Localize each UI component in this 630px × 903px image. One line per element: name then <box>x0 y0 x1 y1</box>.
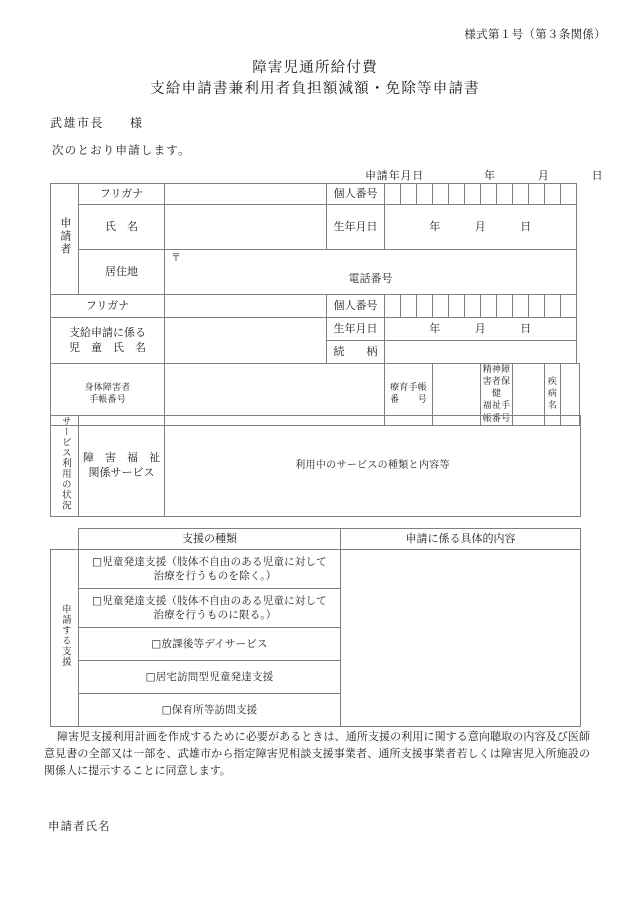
child-furigana-value[interactable] <box>165 295 327 318</box>
child-birthdate-year: 年 <box>429 321 441 335</box>
child-name-label-line1: 支給申請に係る <box>69 325 146 339</box>
support-type-header: 支援の種類 <box>79 529 341 550</box>
applicant-my-number-cell-5[interactable] <box>449 184 465 205</box>
rehab-certificate-line1: 療育手帳 <box>390 383 427 394</box>
applicant-my-number-cell-1[interactable] <box>385 184 401 205</box>
applicant-my-number-cell-6[interactable] <box>465 184 481 205</box>
applicant-my-number-cell-7[interactable] <box>481 184 497 205</box>
applicant-name-row <box>51 205 580 250</box>
applicant-my-number-cell-2[interactable] <box>401 184 417 205</box>
child-name-row <box>51 318 580 341</box>
addressee-honorific: 様 <box>130 116 144 130</box>
application-date-day: 日 <box>591 169 604 182</box>
support-item-row-1 <box>51 550 581 589</box>
applicant-birthdate-value[interactable] <box>385 205 577 250</box>
support-vertical-label-cell <box>51 550 79 727</box>
applicant-table <box>50 183 580 426</box>
applicant-my-number-cell-4[interactable] <box>433 184 449 205</box>
support-vertical-label: 申請する支援 <box>59 604 71 668</box>
support-item-1-line1: 児童発達支援（肢体不自由のある児童に対して <box>102 555 327 568</box>
physical-certificate-line2: 手帳番号 <box>89 395 126 406</box>
service-status-vertical-label: サービス利用の状況 <box>59 416 71 511</box>
child-my-number-cell-5[interactable] <box>449 295 465 318</box>
support-item-1-line2: 治療を行うものを除く。） <box>153 570 277 582</box>
child-my-number-cell-2[interactable] <box>401 295 417 318</box>
addressee <box>50 114 144 131</box>
child-birthdate-month: 月 <box>474 321 487 335</box>
applicant-vertical-label: 申請者 <box>58 217 72 257</box>
child-my-number-cell-7[interactable] <box>481 295 497 318</box>
support-table <box>50 528 581 727</box>
child-my-number-cell-9[interactable] <box>513 295 529 318</box>
child-name-label-line2: 児 童 氏 名 <box>69 340 146 354</box>
applicant-my-number-cell-3[interactable] <box>417 184 433 205</box>
service-category-line2: 関係サービス <box>88 466 155 479</box>
lead-text: 次のとおり申請します。 <box>52 143 191 157</box>
support-checkbox-item-1[interactable] <box>79 550 341 589</box>
checkbox-icon-1[interactable]: □ <box>92 555 103 568</box>
applicant-name-value[interactable] <box>165 205 327 250</box>
checkbox-icon-3[interactable]: □ <box>151 637 162 650</box>
applicant-furigana-label: フリガナ <box>79 184 165 205</box>
title-line-2: 支給申請書兼利用者負担額減額・免除等申請書 <box>150 81 480 97</box>
support-item-2-line2: 治療を行うものに限る。） <box>153 609 277 621</box>
child-my-number-cell-4[interactable] <box>433 295 449 318</box>
child-my-number-cell-3[interactable] <box>417 295 433 318</box>
consent-paragraph: 障害児支援利用計画を作成するために必要があるときは、通所支援の利用に関する意向聴取の内容及び医師意見書の全部又は一部を、武雄市から指定障害児相談支援事業者、通所支援事業者若しくは障害児入所施設の関係人に提示することに同意します。 <box>44 730 590 778</box>
application-date-year: 年 <box>484 169 496 182</box>
applicant-birthdate-label: 生年月日 <box>327 205 385 250</box>
applicant-birthdate-year: 年 <box>429 219 441 233</box>
checkbox-icon-2[interactable]: □ <box>92 594 103 607</box>
child-name-value[interactable] <box>165 318 327 364</box>
applicant-my-number-cell-8[interactable] <box>497 184 513 205</box>
postal-mark-icon: 〒 <box>171 253 181 264</box>
child-furigana-row <box>51 295 580 318</box>
applicant-residence-value[interactable] <box>165 250 577 295</box>
child-relation-label: 続 柄 <box>327 341 385 364</box>
physical-certificate-line1: 身体障害者 <box>84 383 131 394</box>
support-checkbox-item-4[interactable] <box>79 661 341 694</box>
disease-label: 疾病名 <box>545 364 561 426</box>
rehab-certificate-line2: 番 号 <box>390 395 427 406</box>
form-number: 様式第１号（第３条関係） <box>464 27 606 41</box>
child-my-number-label: 個人番号 <box>327 295 385 318</box>
application-date-label: 申請年月日 <box>365 169 424 182</box>
signature-label: 申請者氏名 <box>48 819 111 833</box>
service-category-line1: 障 害 福 祉 <box>83 451 160 465</box>
child-my-number-cell-11[interactable] <box>545 295 561 318</box>
service-status-row <box>51 416 581 517</box>
service-status-table <box>50 415 581 517</box>
title-line-1: 障害児通所給付費 <box>252 60 378 76</box>
support-header-row <box>51 529 581 550</box>
service-content-header: 利用中のサービスの種類と内容等 <box>295 460 450 472</box>
child-birthdate-day: 日 <box>520 321 532 335</box>
applicant-my-number-cell-10[interactable] <box>529 184 545 205</box>
applicant-furigana-value[interactable] <box>165 184 327 205</box>
child-my-number-cell-6[interactable] <box>465 295 481 318</box>
mental-certificate-line1: 精神障害者保健 <box>482 365 511 400</box>
service-status-vertical-label-cell <box>51 416 79 517</box>
applicant-my-number-cell-9[interactable] <box>513 184 529 205</box>
checkbox-icon-4[interactable]: □ <box>145 670 156 683</box>
application-date-row <box>365 167 615 183</box>
support-checkbox-item-2[interactable] <box>79 589 341 628</box>
child-my-number-cell-8[interactable] <box>497 295 513 318</box>
application-date-month: 月 <box>537 169 550 182</box>
checkbox-icon-5[interactable]: □ <box>161 703 172 716</box>
child-my-number-cell-10[interactable] <box>529 295 545 318</box>
document-title <box>0 58 630 100</box>
support-item-2-line1: 児童発達支援（肢体不自由のある児童に対して <box>102 594 327 607</box>
applicant-residence-label: 居住地 <box>79 250 165 295</box>
mental-certificate-line2: 福祉手帳番号 <box>482 401 511 424</box>
child-my-number-cell-1[interactable] <box>385 295 401 318</box>
applicant-name-label: 氏 名 <box>79 205 165 250</box>
applicant-birthdate-month: 月 <box>474 219 487 233</box>
support-checkbox-item-3[interactable] <box>79 628 341 661</box>
addressee-name: 武雄市長 <box>50 116 105 130</box>
child-birthdate-value[interactable] <box>385 318 577 341</box>
child-furigana-label: フリガナ <box>51 295 165 318</box>
support-detail-header: 申請に係る具体的内容 <box>341 529 581 550</box>
support-item-3-line1: 放課後等デイサービス <box>161 637 268 650</box>
applicant-my-number-label: 個人番号 <box>327 184 385 205</box>
service-content-area[interactable] <box>165 416 581 517</box>
support-checkbox-item-5[interactable] <box>79 694 341 727</box>
applicant-birthdate-day: 日 <box>520 219 532 233</box>
applicant-furigana-row <box>51 184 580 205</box>
applicant-my-number-cell-12[interactable] <box>561 184 577 205</box>
child-birthdate-label: 生年月日 <box>327 318 385 341</box>
support-item-5-line1: 保育所等訪問支援 <box>171 703 258 716</box>
applicant-phone-label: 電話番号 <box>348 271 393 285</box>
applicant-vertical-label-cell <box>51 184 79 295</box>
child-relation-value[interactable] <box>385 341 577 364</box>
applicant-residence-row <box>51 250 580 295</box>
support-item-4-line1: 居宅訪問型児童発達支援 <box>155 670 274 683</box>
applicant-my-number-cell-11[interactable] <box>545 184 561 205</box>
child-my-number-cell-12[interactable] <box>561 295 577 318</box>
support-detail-area[interactable] <box>341 550 581 727</box>
child-name-label <box>51 318 165 364</box>
service-category-label <box>79 416 165 517</box>
